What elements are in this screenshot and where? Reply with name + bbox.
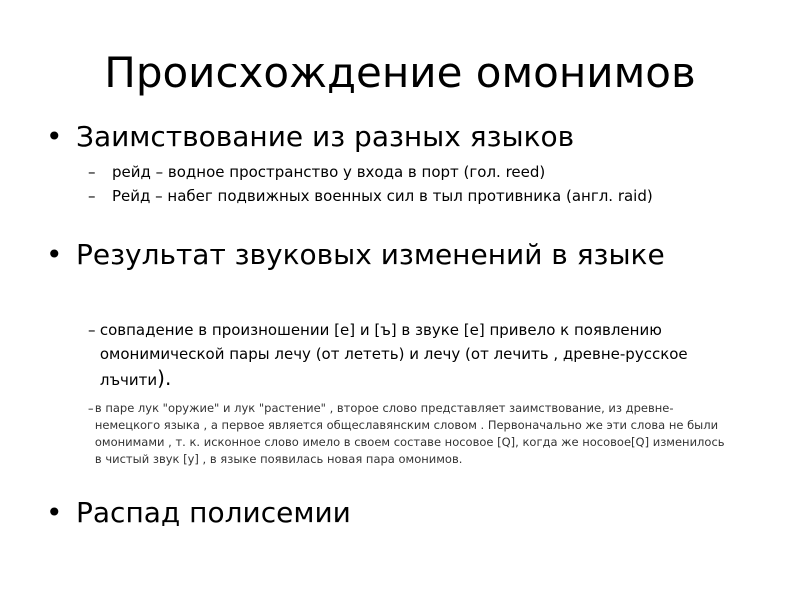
sub-item-text: в паре лук "оружие" и лук "растение" , второе слово представляет заимствование, из древне-немецкого языка , а первое является общеславянским словом . Первоначально же эти слова не были омонимами , т. к. исконное слово имело в своем составе носовое [Q], когда же носовое[Q] изменилось в чистый звук [у] , в языке появилась новая пара омонимов.: [94, 401, 725, 466]
sub-item-raid: [88, 184, 738, 208]
sub-item-text: совпадение в произношении [е] и [ъ] в звуке [е] привело к появлению омонимической пары лечу (от лететь) и лечу (от лечить , древне-русское лъчити: [99, 321, 688, 389]
bullet-text: Распад полисемии: [76, 496, 351, 529]
bullet-sound-changes: [46, 235, 706, 275]
bullet-borrowing: [46, 117, 574, 157]
sub-item-reed: [88, 160, 728, 184]
bullet-text: Результат звуковых изменений в языке: [76, 238, 665, 271]
bullet-marker: •: [46, 238, 63, 271]
slide-title: Происхождение омонимов: [104, 48, 696, 97]
dash-marker: –: [88, 321, 96, 339]
bullet-marker: •: [46, 496, 63, 529]
closing-punctuation: ).: [157, 366, 172, 390]
dash-marker: –: [88, 163, 96, 181]
dash-marker: –: [88, 402, 94, 415]
bullet-polysemy-breakdown: [46, 493, 351, 533]
bullet-text: Заимствование из разных языков: [76, 120, 575, 153]
dash-marker: –: [88, 187, 96, 205]
bullet-marker: •: [46, 120, 63, 153]
sub-item-text: рейд – водное пространство у входа в порт (гол. reed): [112, 163, 546, 181]
sub-item-luk: [88, 400, 728, 468]
sub-item-text: Рейд – набег подвижных военных сил в тыл противника (англ. raid): [112, 187, 653, 205]
sub-item-lechu: [88, 318, 708, 392]
